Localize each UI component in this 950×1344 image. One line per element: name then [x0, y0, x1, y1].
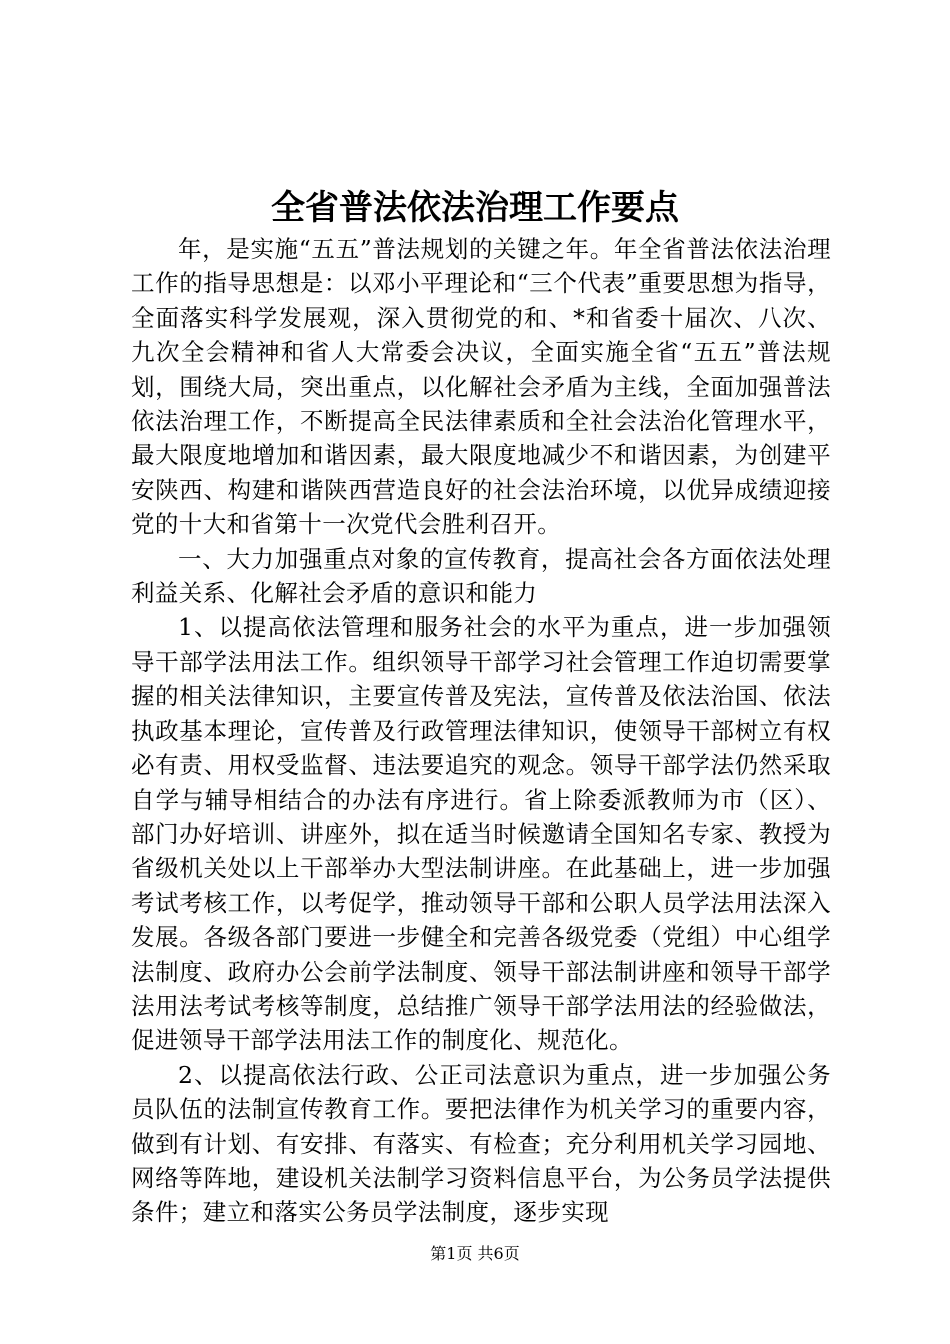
document-title: 全省普法依法治理工作要点 [271, 188, 679, 228]
section-heading-1: 一、大力加强重点对象的宣传教育，提高社会各方面依法处理利益关系、化解社会矛盾的意识和能力 [131, 544, 831, 608]
document-body [131, 232, 831, 1230]
paragraph-intro: 年，是实施“五五”普法规划的关键之年。年全省普法依法治理工作的指导思想是：以邓小平理论和“三个代表”重要思想为指导，全面落实科学发展观，深入贯彻党的和、*和省委十届次、八次、九次全会精神和省人大常委会决议，全面实施全省“五五”普法规划，围绕大局，突出重点，以化解社会矛盾为主线，全面加强普法依法治理工作，不断提高全民法律素质和全社会法治化管理水平，最大限度地增加和谐因素，最大限度地减少不和谐因素，为创建平安陕西、构建和谐陕西营造良好的社会法治环境，以优异成绩迎接党的十大和省第十一次党代会胜利召开。 [131, 235, 831, 539]
paragraph-item-2: 2、以提高依法行政、公正司法意识为重点，进一步加强公务员队伍的法制宣传教育工作。要把法律作为机关学习的重要内容，做到有计划、有安排、有落实、有检查；充分利用机关学习园地、网络等阵地，建设机关法制学习资料信息平台，为公务员学法提供条件；建立和落实公务员学法制度，逐步实现 [131, 1060, 831, 1227]
paragraph-item-1: 1、以提高依法管理和服务社会的水平为重点，进一步加强领导干部学法用法工作。组织领导干部学习社会管理工作迫切需要掌握的相关法律知识，主要宣传普及宪法，宣传普及依法治国、依法执政基本理论，宣传普及行政管理法律知识，使领导干部树立有权必有责、用权受监督、违法要追究的观念。领导干部学法仍然采取自学与辅导相结合的办法有序进行。省上除委派教师为市（区）、部门办好培训、讲座外，拟在适当时候邀请全国知名专家、教授为省级机关处以上干部举办大型法制讲座。在此基础上，进一步加强考试考核工作，以考促学，推动领导干部和公职人员学法用法深入发展。各级各部门要进一步健全和完善各级党委（党组）中心组学法制度、政府办公会前学法制度、领导干部法制讲座和领导干部学法用法考试考核等制度，总结推广领导干部学法用法的经验做法，促进领导干部学法用法工作的制度化、规范化。 [131, 613, 831, 1055]
page-number-footer: 第1页 共6页 [430, 1244, 520, 1263]
